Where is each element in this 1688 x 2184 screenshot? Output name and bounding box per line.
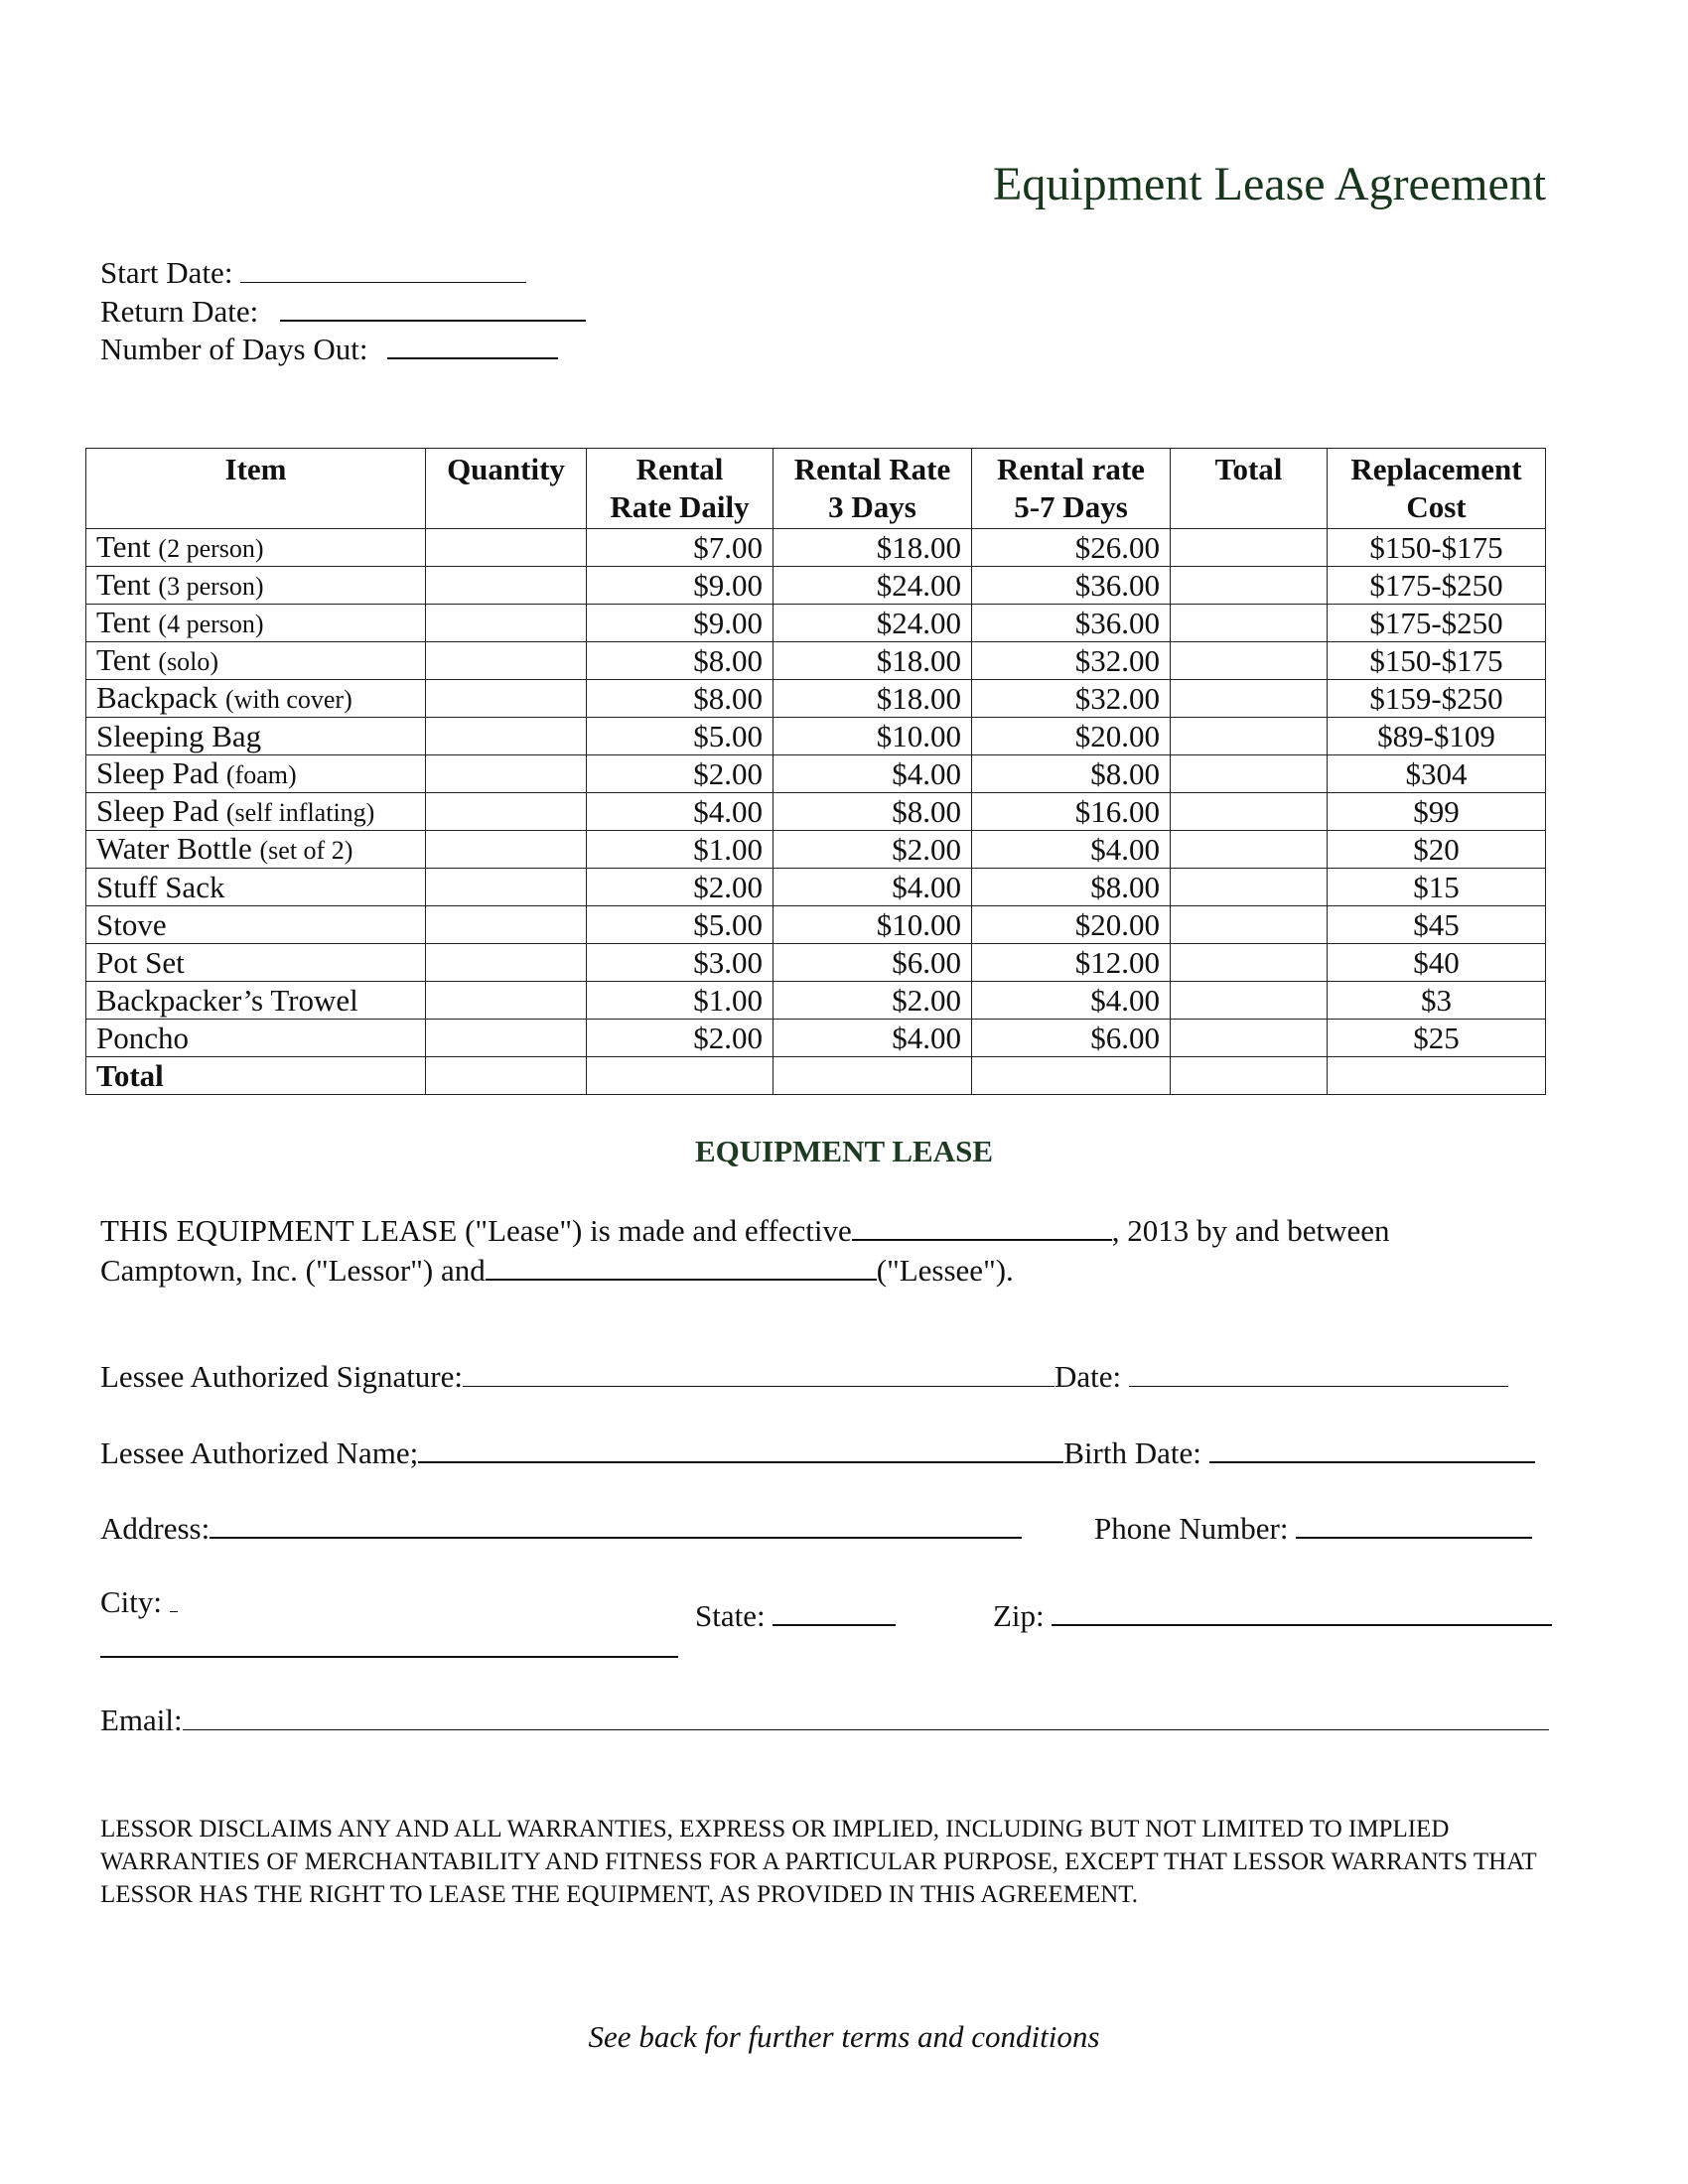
five-seven-day-rate-cell: $8.00 (972, 755, 1171, 793)
header-three-day-rate: Rental Rate 3 Days (774, 449, 972, 529)
table-row (86, 567, 1546, 605)
replacement-cost-cell: $150-$175 (1328, 529, 1546, 567)
phone-label: Phone Number: (1094, 1511, 1289, 1546)
replacement-cost-cell: $175-$250 (1328, 605, 1546, 642)
item-detail: (solo) (158, 646, 219, 676)
quantity-cell[interactable] (426, 680, 587, 718)
table-row (86, 529, 1546, 567)
document-title: Equipment Lease Agreement (993, 158, 1547, 210)
total-five-seven-day-cell (972, 1057, 1171, 1095)
daily-rate-cell: $8.00 (587, 680, 774, 718)
table-row (86, 869, 1546, 906)
item-detail: (2 person) (158, 533, 264, 563)
item-name: Tent (96, 528, 151, 564)
three-day-rate-cell: $24.00 (774, 605, 972, 642)
item-detail: (3 person) (158, 571, 264, 601)
item-name-cell (86, 755, 426, 793)
three-day-rate-cell: $4.00 (774, 1020, 972, 1057)
table-header-row (86, 449, 1546, 529)
footer-note: See back for further terms and conditions (588, 2019, 1100, 2054)
state-row (695, 1596, 896, 1634)
signature-field[interactable] (463, 1358, 1055, 1387)
five-seven-day-rate-cell: $32.00 (972, 680, 1171, 718)
item-name-cell (86, 944, 426, 982)
three-day-rate-cell: $2.00 (774, 982, 972, 1020)
quantity-cell[interactable] (426, 869, 587, 906)
row-total-cell[interactable] (1171, 793, 1328, 831)
lease-intro-text-1: THIS EQUIPMENT LEASE ("Lease") is made and effective (100, 1213, 852, 1248)
quantity-cell[interactable] (426, 982, 587, 1020)
warranty-disclaimer: LESSOR DISCLAIMS ANY AND ALL WARRANTIES, EXPRESS OR IMPLIED, INCLUDING BUT NOT LIMITED TO IMPLIED WARRANTIES OF MERCHANTABILITY AND FITNESS FOR A PARTICULAR PURPOSE, EXCEPT THAT LESSOR WARRANTS THAT LESSOR HAS THE RIGHT TO LEASE THE EQUIPMENT, AS PROVIDED IN THIS AGREEMENT. (100, 1816, 1537, 1908)
three-day-rate-cell: $18.00 (774, 529, 972, 567)
email-field[interactable] (183, 1702, 1549, 1730)
lessee-name-field[interactable] (486, 1253, 877, 1281)
daily-rate-cell: $1.00 (587, 982, 774, 1020)
quantity-cell[interactable] (426, 529, 587, 567)
five-seven-day-rate-cell: $6.00 (972, 1020, 1171, 1057)
replacement-cost-cell: $20 (1328, 831, 1546, 869)
replacement-cost-cell: $175-$250 (1328, 567, 1546, 605)
table-total-row (86, 1057, 1546, 1095)
five-seven-day-rate-cell: $36.00 (972, 605, 1171, 642)
email-label: Email: (100, 1703, 183, 1737)
return-date-field[interactable] (280, 292, 586, 322)
table-row (86, 831, 1546, 869)
return-date-label: Return Date: (100, 294, 259, 329)
email-row (100, 1702, 1549, 1738)
state-label: State: (695, 1598, 766, 1633)
daily-rate-cell: $2.00 (587, 869, 774, 906)
three-day-rate-cell: $18.00 (774, 680, 972, 718)
quantity-cell[interactable] (426, 944, 587, 982)
item-name: Stove (96, 906, 167, 942)
lease-intro (100, 1211, 1550, 1291)
five-seven-day-rate-cell: $32.00 (972, 642, 1171, 680)
row-total-cell[interactable] (1171, 906, 1328, 944)
row-total-cell[interactable] (1171, 982, 1328, 1020)
item-detail: (4 person) (158, 609, 264, 638)
days-out-field[interactable] (387, 330, 558, 359)
table-row (86, 718, 1546, 755)
daily-rate-cell: $9.00 (587, 605, 774, 642)
daily-rate-cell: $5.00 (587, 906, 774, 944)
replacement-cost-cell: $15 (1328, 869, 1546, 906)
three-day-rate-cell: $8.00 (774, 793, 972, 831)
row-total-cell[interactable] (1171, 1020, 1328, 1057)
total-replacement-cell (1328, 1057, 1546, 1095)
table-row (86, 755, 1546, 793)
quantity-cell[interactable] (426, 642, 587, 680)
table-row (86, 680, 1546, 718)
three-day-rate-cell: $4.00 (774, 869, 972, 906)
signature-date-label: Date: (1055, 1359, 1122, 1394)
item-name: Tent (96, 604, 151, 639)
five-seven-day-rate-cell: $26.00 (972, 529, 1171, 567)
quantity-cell[interactable] (426, 906, 587, 944)
start-date-label: Start Date: (100, 255, 233, 290)
replacement-cost-cell: $99 (1328, 793, 1546, 831)
item-name: Sleep Pad (96, 754, 219, 790)
item-name-cell (86, 718, 426, 755)
item-detail: (with cover) (224, 684, 352, 714)
replacement-cost-cell: $25 (1328, 1020, 1546, 1057)
replacement-cost-cell: $3 (1328, 982, 1546, 1020)
address-field[interactable] (210, 1509, 1022, 1539)
total-label: Total (86, 1057, 426, 1095)
daily-rate-cell: $7.00 (587, 529, 774, 567)
three-day-rate-cell: $6.00 (774, 944, 972, 982)
state-field[interactable] (773, 1596, 896, 1626)
item-name: Backpacker’s Trowel (96, 982, 358, 1018)
lease-intro-text-2: , 2013 by and between (1111, 1213, 1390, 1248)
phone-field[interactable] (1296, 1509, 1532, 1539)
three-day-rate-cell: $2.00 (774, 831, 972, 869)
item-name-cell (86, 529, 426, 567)
city-label: City: (100, 1584, 163, 1619)
quantity-cell[interactable] (426, 567, 587, 605)
item-name-cell (86, 642, 426, 680)
item-detail: (set of 2) (259, 835, 353, 865)
quantity-cell[interactable] (426, 718, 587, 755)
row-total-cell[interactable] (1171, 831, 1328, 869)
item-detail: (self inflating) (225, 797, 375, 827)
start-date-row (100, 254, 526, 291)
days-out-row (100, 330, 558, 367)
signature-row (100, 1358, 1508, 1395)
replacement-cost-cell: $40 (1328, 944, 1546, 982)
row-total-cell[interactable] (1171, 869, 1328, 906)
item-name-cell (86, 869, 426, 906)
quantity-cell[interactable] (426, 755, 587, 793)
item-name: Tent (96, 641, 151, 677)
birth-date-field[interactable] (1209, 1433, 1535, 1463)
replacement-cost-cell: $150-$175 (1328, 642, 1546, 680)
five-seven-day-rate-cell: $16.00 (972, 793, 1171, 831)
item-name: Poncho (96, 1020, 189, 1055)
three-day-rate-cell: $10.00 (774, 906, 972, 944)
header-quantity: Quantity (426, 449, 587, 529)
quantity-cell[interactable] (426, 605, 587, 642)
table-row (86, 642, 1546, 680)
three-day-rate-cell: $18.00 (774, 642, 972, 680)
item-name: Water Bottle (96, 830, 252, 866)
three-day-rate-cell: $10.00 (774, 718, 972, 755)
zip-row (993, 1596, 1552, 1634)
item-name-cell (86, 680, 426, 718)
five-seven-day-rate-cell: $8.00 (972, 869, 1171, 906)
item-name: Stuff Sack (96, 869, 225, 904)
daily-rate-cell: $2.00 (587, 755, 774, 793)
daily-rate-cell: $9.00 (587, 567, 774, 605)
five-seven-day-rate-cell: $36.00 (972, 567, 1171, 605)
item-name-cell (86, 982, 426, 1020)
daily-rate-cell: $3.00 (587, 944, 774, 982)
quantity-cell[interactable] (426, 793, 587, 831)
header-five-seven-day-rate: Rental rate 5-7 Days (972, 449, 1171, 529)
rental-rates-table (85, 448, 1546, 1095)
item-name-cell (86, 831, 426, 869)
three-day-rate-cell: $24.00 (774, 567, 972, 605)
header-daily-rate: Rental Rate Daily (587, 449, 774, 529)
item-name: Tent (96, 566, 151, 602)
signature-label: Lessee Authorized Signature: (100, 1359, 464, 1394)
row-total-cell[interactable] (1171, 605, 1328, 642)
birth-date-label: Birth Date: (1063, 1435, 1201, 1470)
address-label: Address: (100, 1511, 211, 1546)
phone-row (1094, 1509, 1532, 1547)
return-date-row (100, 292, 586, 330)
table-row (86, 605, 1546, 642)
table-row (86, 982, 1546, 1020)
replacement-cost-cell: $159-$250 (1328, 680, 1546, 718)
grand-total-cell[interactable] (1171, 1057, 1328, 1095)
signature-date-field[interactable] (1129, 1358, 1508, 1387)
daily-rate-cell: $5.00 (587, 718, 774, 755)
days-out-label: Number of Days Out: (100, 332, 368, 366)
table-row (86, 1020, 1546, 1057)
effective-date-field[interactable] (852, 1213, 1112, 1241)
row-total-cell[interactable] (1171, 680, 1328, 718)
five-seven-day-rate-cell: $20.00 (972, 906, 1171, 944)
item-name-cell (86, 605, 426, 642)
row-total-cell[interactable] (1171, 642, 1328, 680)
item-name-cell (86, 567, 426, 605)
lease-intro-text-4: ("Lessee"). (876, 1253, 1014, 1288)
item-name-cell (86, 906, 426, 944)
item-name: Sleeping Bag (96, 718, 262, 753)
row-total-cell[interactable] (1171, 755, 1328, 793)
item-name-cell (86, 793, 426, 831)
city-field[interactable] (100, 1656, 678, 1658)
replacement-cost-cell: $304 (1328, 755, 1546, 793)
five-seven-day-rate-cell: $4.00 (972, 831, 1171, 869)
header-total: Total (1171, 449, 1328, 529)
daily-rate-cell: $2.00 (587, 1020, 774, 1057)
header-item: Item (86, 449, 426, 529)
item-name: Sleep Pad (96, 792, 219, 828)
item-name: Backpack (96, 679, 218, 715)
authorized-name-row (100, 1433, 1535, 1471)
row-total-cell[interactable] (1171, 567, 1328, 605)
zip-field[interactable] (1052, 1596, 1552, 1626)
start-date-field[interactable] (240, 254, 526, 283)
quantity-cell[interactable] (426, 1020, 587, 1057)
daily-rate-cell: $1.00 (587, 831, 774, 869)
daily-rate-cell: $8.00 (587, 642, 774, 680)
item-detail: (foam) (225, 759, 297, 789)
authorized-name-field[interactable] (418, 1433, 1063, 1463)
authorized-name-label: Lessee Authorized Name; (100, 1435, 419, 1470)
row-total-cell[interactable] (1171, 944, 1328, 982)
item-name: Pot Set (96, 944, 185, 980)
zip-label: Zip: (993, 1598, 1045, 1633)
total-daily-cell (587, 1057, 774, 1095)
row-total-cell[interactable] (1171, 718, 1328, 755)
three-day-rate-cell: $4.00 (774, 755, 972, 793)
item-name-cell (86, 1020, 426, 1057)
replacement-cost-cell: $89-$109 (1328, 718, 1546, 755)
daily-rate-cell: $4.00 (587, 793, 774, 831)
address-row (100, 1509, 1022, 1547)
five-seven-day-rate-cell: $12.00 (972, 944, 1171, 982)
total-three-day-cell (774, 1057, 972, 1095)
total-quantity-cell[interactable] (426, 1057, 587, 1095)
quantity-cell[interactable] (426, 831, 587, 869)
replacement-cost-cell: $45 (1328, 906, 1546, 944)
header-replacement-cost: Replacement Cost (1328, 449, 1546, 529)
table-row (86, 944, 1546, 982)
five-seven-day-rate-cell: $4.00 (972, 982, 1171, 1020)
row-total-cell[interactable] (1171, 529, 1328, 567)
five-seven-day-rate-cell: $20.00 (972, 718, 1171, 755)
city-label-row (100, 1584, 178, 1620)
table-row (86, 793, 1546, 831)
lease-heading: EQUIPMENT LEASE (694, 1134, 994, 1168)
table-row (86, 906, 1546, 944)
lease-intro-text-3: Camptown, Inc. ("Lessor") and (100, 1253, 486, 1288)
